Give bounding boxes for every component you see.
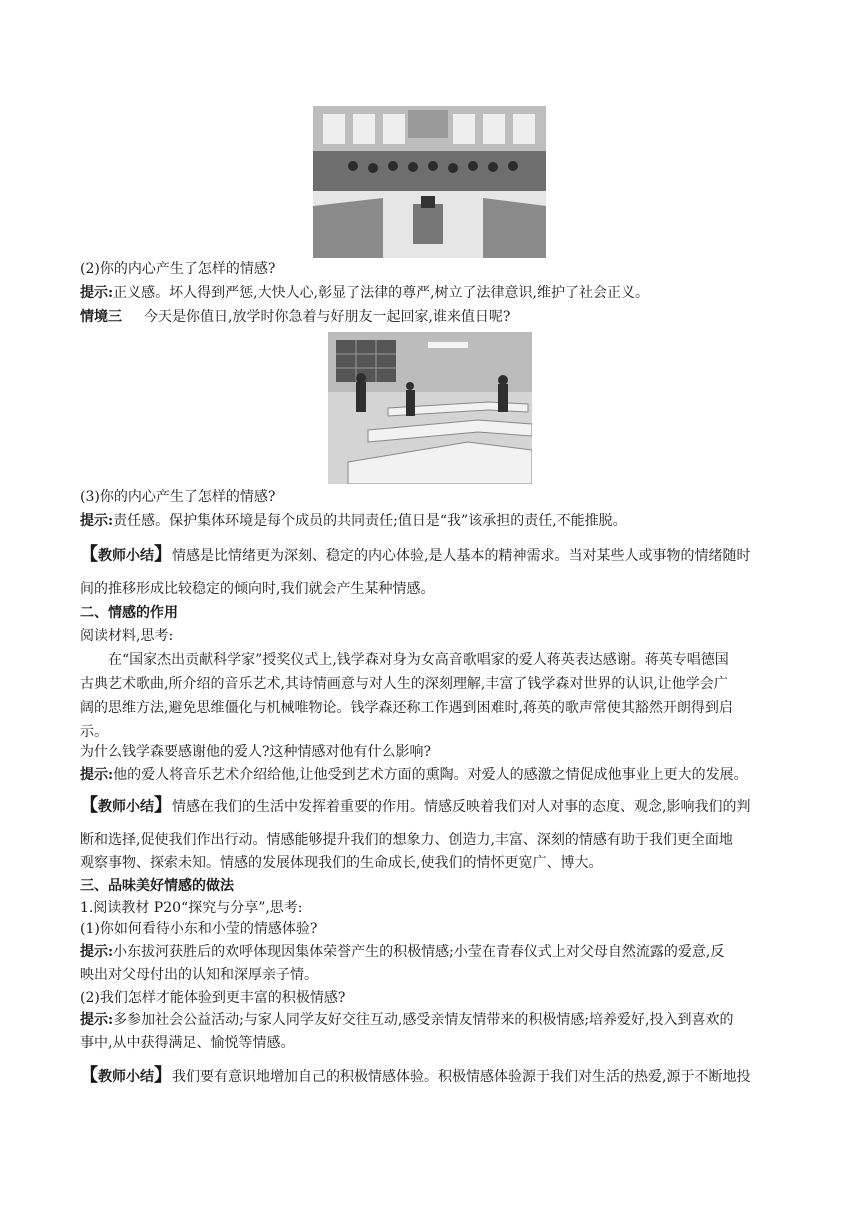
summary1-line2: 间的推移形成比较稳定的倾向时,我们就会产生某种情感。: [80, 581, 435, 597]
material-line3: 阔的思维方法,避免思维僵化与机械唯物论。钱学森还称工作遇到困难时,蒋英的歌声常使其豁然开朗得到启: [80, 700, 733, 716]
s1-hint: [80, 283, 792, 303]
section3-hint1-line2: 映出对父母付出的认知和深厚亲子情。: [80, 967, 318, 983]
section3-q2: (2)我们怎样才能体验到更丰富的积极情感?: [80, 990, 346, 1006]
section3-q1: (1)你如何看待小东和小莹的情感体验?: [80, 921, 318, 937]
hint-label: 提示:: [80, 513, 114, 529]
hint-label: 提示:: [80, 285, 114, 301]
hint-text: 责任感。保护集体环境是每个成员的共同责任;值日是“我”该承担的责任,不能推脱。: [113, 513, 627, 529]
summary-label: 教师小结: [98, 548, 154, 564]
section3-hint2-line2: 事中,从中获得满足、愉悦等情感。: [80, 1035, 295, 1051]
section2-question: 为什么钱学森要感谢他的爱人?这种情感对他有什么影响?: [80, 744, 432, 760]
summary-text: 情感是比情绪更为深刻、稳定的内心体验,是人基本的精神需求。当对某些人或事物的情绪随时: [172, 548, 751, 564]
material-line2: 古典艺术歌曲,所介绍的音乐艺术,其诗情画意与对人生的深刻理解,丰富了钱学森对世界的认识,让他学会广: [80, 676, 728, 692]
courtroom-illustration: [313, 106, 546, 258]
section3-item1: 1.阅读教材 P20“探究与分享”,思考:: [80, 900, 303, 916]
hint-text: 小东拔河获胜后的欢呼体现因集体荣誉产生的积极情感;小莹在青春仪式上对父母自然流露的爱意,反: [113, 944, 725, 960]
summary-label: 教师小结: [98, 1069, 154, 1085]
section2-heading: 二、情感的作用: [80, 605, 178, 621]
classroom-photo: [328, 332, 532, 484]
hint-label: 提示:: [80, 1012, 114, 1028]
bracket-left: 【: [80, 1065, 98, 1086]
summary2-line1: [80, 796, 792, 817]
section2-hint: [80, 765, 792, 785]
s3-question: (3)你的内心产生了怎样的情感?: [80, 489, 276, 505]
bracket-right: 】: [154, 1065, 172, 1086]
s3-scenario: [80, 307, 792, 327]
hint-label: 提示:: [80, 767, 114, 783]
scenario-label: 情境三: [80, 309, 122, 325]
summary2-line3: 观察事物、探索未知。情感的发展体现我们的生命成长,使我们的情怀更宽广、博大。: [80, 855, 603, 871]
section3-hint1-line1: [80, 942, 792, 962]
hint-text: 正义感。坏人得到严惩,大快人心,彰显了法律的尊严,树立了法律意识,维护了社会正义。: [113, 285, 649, 301]
courtroom-photo: [313, 106, 546, 258]
bracket-right: 】: [154, 795, 172, 816]
summary-text: 情感在我们的生活中发挥着重要的作用。情感反映着我们对人对事的态度、观念,影响我们的判: [172, 799, 751, 815]
bracket-left: 【: [80, 544, 98, 565]
hint-label: 提示:: [80, 944, 114, 960]
summary-label: 教师小结: [98, 799, 154, 815]
scenario-text: 今天是你值日,放学时你急着与好朋友一起回家,谁来值日呢?: [144, 309, 511, 325]
section3-heading: 三、品味美好情感的做法: [80, 878, 234, 894]
summary-text: 我们要有意识地增加自己的积极情感体验。积极情感体验源于我们对生活的热爱,源于不断地投: [172, 1069, 751, 1085]
summary1-line1: [80, 545, 792, 566]
hint-text: 多参加社会公益活动;与家人同学友好交往互动,感受亲情友情带来的积极情感;培养爱好,投入到喜欢的: [113, 1012, 734, 1028]
bracket-right: 】: [154, 544, 172, 565]
bracket-left: 【: [80, 795, 98, 816]
s3-hint: [80, 511, 792, 531]
material-line1: 在“国家杰出贡献科学家”授奖仪式上,钱学森对身为女高音歌唱家的爱人蒋英表达感谢。蒋英专唱德国: [108, 652, 729, 668]
classroom-illustration: [328, 332, 532, 484]
summary2-line2: 断和选择,促使我们作出行动。情感能够提升我们的想象力、创造力,丰富、深刻的情感有助于我们更全面地: [80, 832, 733, 848]
material-line4: 示。: [80, 724, 108, 740]
summary3-line1: [80, 1066, 792, 1087]
section2-intro: 阅读材料,思考:: [80, 628, 174, 644]
section3-hint2-line1: [80, 1010, 792, 1030]
s1-question: (2)你的内心产生了怎样的情感?: [80, 261, 276, 277]
hint-text: 他的爱人将音乐艺术介绍给他,让他受到艺术方面的熏陶。对爱人的感激之情促成他事业上更大的发展。: [113, 767, 748, 783]
